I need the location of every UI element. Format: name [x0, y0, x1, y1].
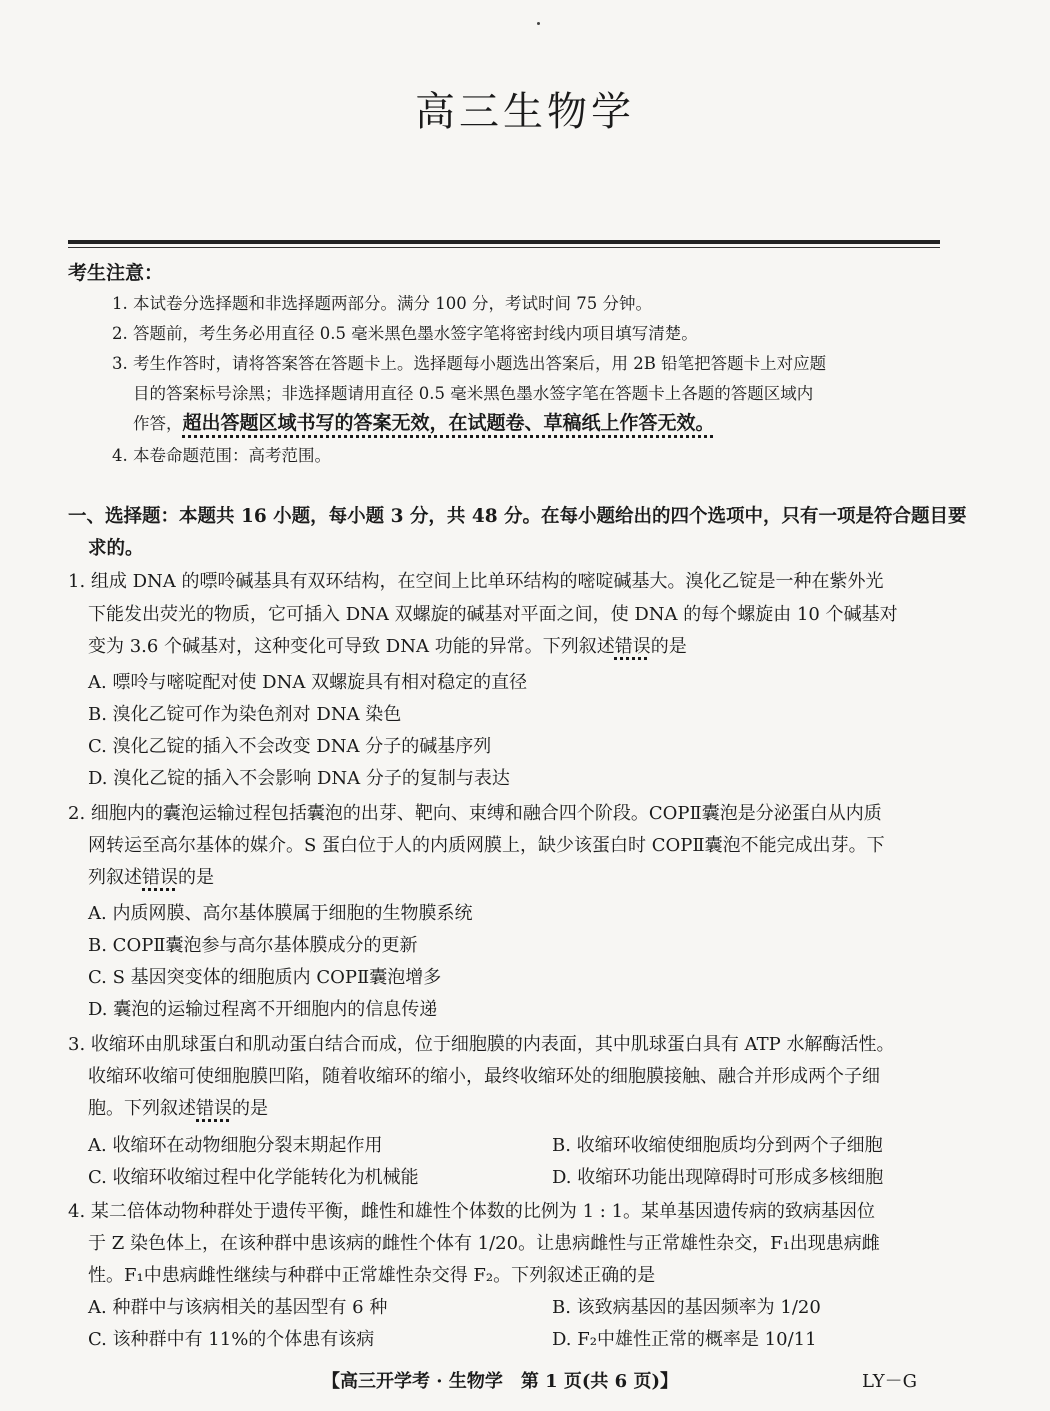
- q3-option-a: A. 收缩环在动物细胞分裂末期起作用: [88, 1135, 383, 1156]
- q4-stem-line2: 于 Z 染色体上，在该种群中患该病的雌性个体有 1/20。让患病雌性与正常雄性杂交，F₁出现患病雌: [88, 1233, 880, 1254]
- q1-emphasis: 错误: [614, 636, 651, 657]
- notice-item-3-cont: 目的答案标号涂黑；非选择题请用直径 0.5 毫米黑色墨水签字笔在答题卡上各题的答题区域内: [133, 384, 814, 403]
- q1-stem-line2: 下能发出荧光的物质，它可插入 DNA 双螺旋的碱基对平面之间，使 DNA 的每个螺旋由 10 个碱基对: [88, 604, 898, 625]
- notice-item-4: 4. 本卷命题范围：高考范围。: [112, 446, 331, 465]
- q3-stem-text: 胞。下列叙述: [88, 1098, 196, 1119]
- q3-option-d: D. 收缩环功能出现障碍时可形成多核细胞: [552, 1167, 884, 1188]
- q3-stem-line2: 收缩环收缩可使细胞膜凹陷，随着收缩环的缩小，最终收缩环处的细胞膜接触、融合并形成两个子细: [88, 1066, 880, 1087]
- q4-option-d: D. F₂中雄性正常的概率是 10/11: [552, 1329, 817, 1350]
- q2-stem-line3: [88, 863, 214, 889]
- q2-stem-line1: 2. 细胞内的囊泡运输过程包括囊泡的出芽、靶向、束缚和融合四个阶段。COPⅡ囊泡是分泌蛋白从内质: [68, 803, 882, 824]
- q4-option-c: C. 该种群中有 11%的个体患有该病: [88, 1329, 375, 1350]
- notice-heading: 考生注意：: [68, 262, 164, 284]
- notice-item-3: 3. 考生作答时，请将答案答在答题卡上。选择题每小题选出答案后，用 2B 铅笔把答题卡上对应题: [112, 354, 827, 373]
- footer-page-info: 【高三开学考 · 生物学 第 1 页(共 6 页)】: [322, 1371, 678, 1392]
- page-title: 高三生物学: [415, 89, 635, 135]
- q3-option-b: B. 收缩环收缩使细胞质均分到两个子细胞: [552, 1135, 883, 1156]
- section-heading-cont: 求的。: [88, 538, 144, 559]
- q4-stem-line3: 性。F₁中患病雌性继续与种群中正常雄性杂交得 F₂。下列叙述正确的是: [88, 1265, 656, 1286]
- q2-stem-line2: 网转运至高尔基体的媒介。S 蛋白位于人的内质网膜上，缺少该蛋白时 COPⅡ囊泡不能完成出芽。下: [88, 835, 885, 856]
- notice-item-3-end: [133, 408, 715, 435]
- q4-option-a: A. 种群中与该病相关的基因型有 6 种: [88, 1297, 388, 1318]
- section-heading: 一、选择题：本题共 16 小题，每小题 3 分，共 48 分。在每小题给出的四个选项中，只有一项是符合题目要: [68, 506, 967, 527]
- q2-option-b: B. COPⅡ囊泡参与高尔基体膜成分的更新: [88, 935, 418, 956]
- q3-stem-line1: 3. 收缩环由肌球蛋白和肌动蛋白结合而成，位于细胞膜的内表面，其中肌球蛋白具有 ATP 水解酶活性。: [68, 1034, 895, 1055]
- scan-mark: [537, 22, 540, 25]
- q1-option-c: C. 溴化乙锭的插入不会改变 DNA 分子的碱基序列: [88, 736, 492, 757]
- q1-stem-text: 变为 3.6 个碱基对，这种变化可导致 DNA 功能的异常。下列叙述: [88, 636, 615, 657]
- q1-option-a: A. 嘌呤与嘧啶配对使 DNA 双螺旋具有相对稳定的直径: [88, 672, 528, 693]
- notice-emphasis: 超出答题区域书写的答案无效，在试题卷、草稿纸上作答无效。: [182, 412, 715, 434]
- q2-stem-end: 的是: [178, 867, 214, 888]
- notice-item-2: 2. 答题前，考生务必用直径 0.5 毫米黑色墨水签字笔将密封线内项目填写清楚。: [112, 324, 698, 343]
- q2-option-d: D. 囊泡的运输过程离不开细胞内的信息传递: [88, 999, 438, 1020]
- header-rule-thick: [68, 240, 940, 244]
- notice-item-1: 1. 本试卷分选择题和非选择题两部分。满分 100 分，考试时间 75 分钟。: [112, 294, 652, 313]
- q2-option-a: A. 内质网膜、高尔基体膜属于细胞的生物膜系统: [88, 903, 473, 924]
- notice-item-3-prefix: 作答，: [133, 414, 183, 433]
- footer-code: LY－G: [862, 1371, 918, 1392]
- header-rule-thin: [68, 247, 940, 248]
- q1-stem-line1: 1. 组成 DNA 的嘌呤碱基具有双环结构，在空间上比单环结构的嘧啶碱基大。溴化乙锭是一种在紫外光: [68, 571, 884, 592]
- q2-option-c: C. S 基因突变体的细胞质内 COPⅡ囊泡增多: [88, 967, 442, 988]
- q1-option-d: D. 溴化乙锭的插入不会影响 DNA 分子的复制与表达: [88, 768, 510, 789]
- q2-emphasis: 错误: [142, 867, 178, 888]
- q1-stem-end: 的是: [650, 636, 687, 657]
- q3-stem-line3: [88, 1094, 268, 1120]
- q3-option-c: C. 收缩环收缩过程中化学能转化为机械能: [88, 1167, 419, 1188]
- q1-option-b: B. 溴化乙锭可作为染色剂对 DNA 染色: [88, 704, 402, 725]
- q3-stem-end: 的是: [232, 1098, 268, 1119]
- q4-stem-line1: 4. 某二倍体动物种群处于遗传平衡，雌性和雄性个体数的比例为 1 : 1。某单基因遗传病的致病基因位: [68, 1201, 876, 1222]
- q4-option-b: B. 该致病基因的基因频率为 1/20: [552, 1297, 821, 1318]
- q1-stem-line3: [88, 632, 687, 658]
- q2-stem-text: 列叙述: [88, 867, 142, 888]
- q3-emphasis: 错误: [196, 1098, 232, 1119]
